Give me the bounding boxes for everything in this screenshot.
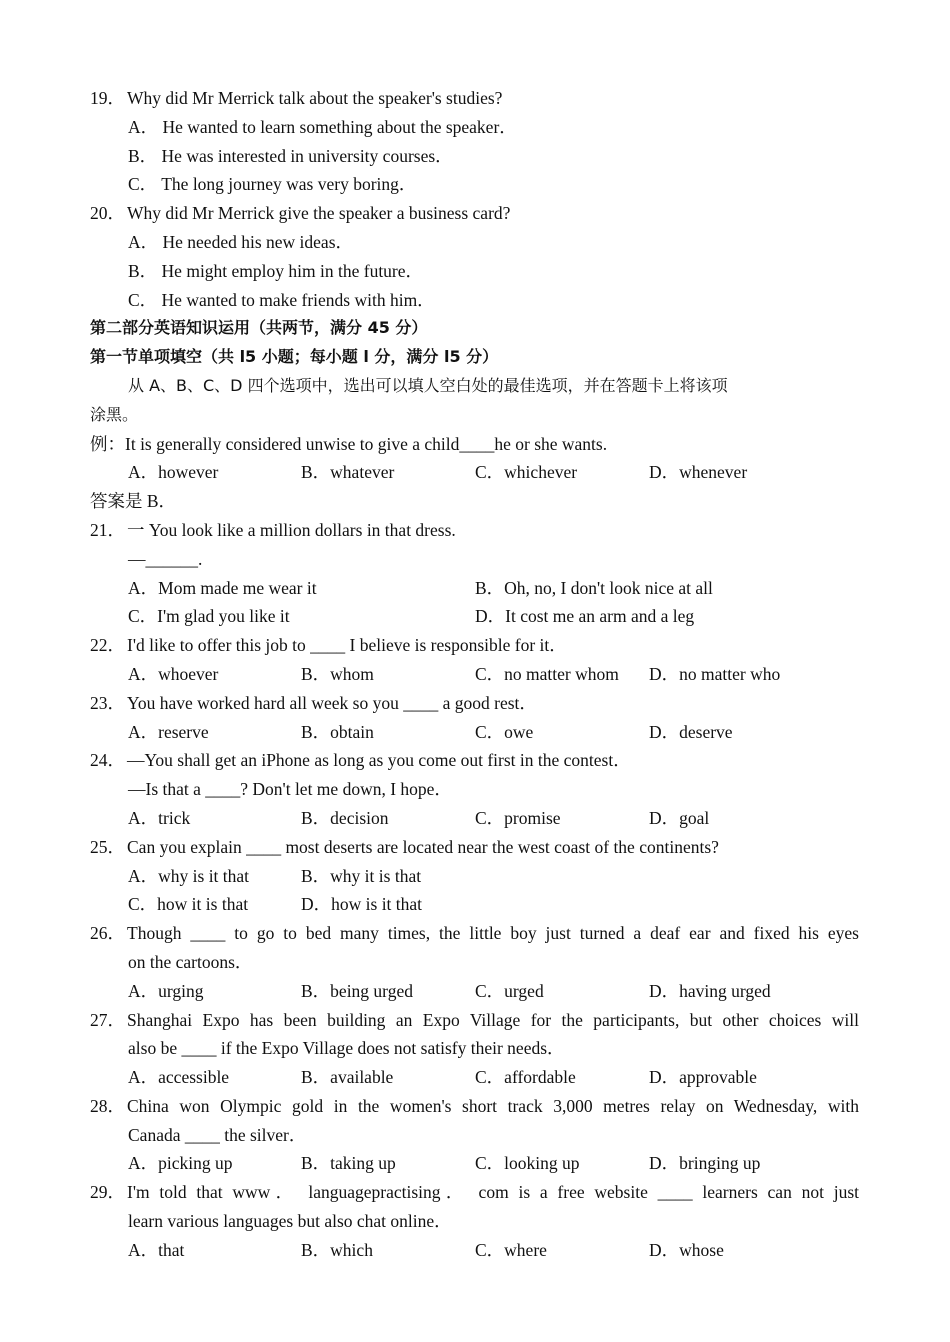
question-text: Can you explain ____ most deserts are located near the west coast of the continents? [127, 836, 719, 857]
text-line: A． He needed his new ideas． [128, 231, 354, 252]
answer-option: B．Oh, no, I don't look nice at all [475, 577, 713, 598]
text-line: 答案是 B． [90, 491, 177, 512]
answer-option: D．whenever [649, 462, 748, 483]
answer-option: A．picking up [128, 1153, 233, 1174]
answer-option: B．taking up [301, 1153, 396, 1174]
answer-option: A．why is it that [128, 865, 250, 886]
text-line: C． The long journey was very boring． [128, 174, 417, 195]
question-text: 一 You look like a million dollars in that dress. [127, 519, 456, 540]
options-row [90, 1149, 860, 1178]
answer-option: B．why it is that [301, 865, 422, 886]
question-text: —You shall get an iPhone as long as you come out first in the contest． [127, 750, 631, 771]
answer-option: D．deserve [649, 721, 733, 742]
section-heading: 第一节单项填空（共 l5 小题；每小题 l 分，满分 l5 分） [90, 347, 499, 367]
question-number: 23． [90, 692, 125, 713]
options-row [90, 977, 860, 1006]
question-number: 24． [90, 750, 125, 771]
text-line: 例：It is generally considered unwise to give a child____he or she wants. [90, 433, 608, 454]
answer-option: A．that [128, 1239, 185, 1260]
answer-option: C．urged [475, 980, 544, 1001]
answer-option: B．available [301, 1067, 394, 1088]
answer-option: C．affordable [475, 1067, 576, 1088]
answer-option: C．how it is that [128, 894, 249, 915]
question-number: 19． [90, 88, 125, 108]
text-line: on the cartoons． [128, 951, 253, 972]
question-number: 27． [90, 1009, 125, 1030]
answer-option: A．whoever [128, 663, 219, 684]
instructions: 从 A、B、C、D 四个选项中，选出可以填人空白处的最佳选项，并在答题卡上将该项 [128, 375, 728, 395]
answer-option: A．however [128, 462, 219, 483]
answer-option: B．obtain [301, 721, 374, 742]
question-stem [90, 84, 860, 113]
question-stem [90, 919, 860, 948]
question-text: You have worked hard all week so you ____ a good rest． [127, 692, 537, 713]
question-text: Shanghai Expo has been building an Expo Village for the participants, but other choices will [127, 1009, 859, 1030]
answer-option: B．whom [301, 663, 374, 684]
answer-option: D．how is it that [301, 894, 423, 915]
question-stem [90, 1092, 860, 1121]
answer-option: A．trick [128, 807, 191, 828]
options-row [90, 804, 860, 833]
question-number: 21． [90, 519, 125, 540]
text-line: Canada ____ the silver． [128, 1124, 307, 1145]
answer-option: B．decision [301, 807, 389, 828]
question-stem [90, 516, 860, 545]
options-row [90, 602, 860, 631]
answer-option: C．I'm glad you like it [128, 606, 290, 627]
question-number: 25． [90, 836, 125, 857]
answer-option: C．where [475, 1239, 547, 1260]
answer-option: D．goal [649, 807, 710, 828]
answer-option: A．reserve [128, 721, 209, 742]
answer-option: D．approvable [649, 1067, 757, 1088]
answer-option: D．having urged [649, 980, 771, 1001]
question-stem [90, 1006, 860, 1035]
text-line: —Is that a ____? Don't let me down, I hope． [128, 779, 452, 800]
answer-option: B．which [301, 1239, 373, 1260]
question-stem [90, 1178, 860, 1207]
question-stem [90, 689, 860, 718]
options-row [90, 718, 860, 747]
question-stem [90, 833, 860, 862]
answer-option: A．Mom made me wear it [128, 577, 317, 598]
answer-option: D．whose [649, 1239, 724, 1260]
question-number: 29． [90, 1182, 125, 1203]
question-text: Why did Mr Merrick give the speaker a business card? [127, 203, 511, 224]
answer-option: D．bringing up [649, 1153, 761, 1174]
text-line: also be ____ if the Expo Village does not satisfy their needs． [128, 1038, 565, 1059]
options-row [90, 458, 860, 487]
question-number: 26． [90, 923, 125, 944]
question-number: 22． [90, 635, 125, 656]
instructions: 涂黑。 [90, 404, 139, 424]
exam-page [90, 84, 860, 1265]
options-row [90, 890, 860, 919]
text-line: learn various languages but also chat online． [128, 1211, 452, 1232]
answer-option: B．whatever [301, 462, 395, 483]
question-text: Though ____ to go to bed many times, the little boy just turned a deaf ear and fixed his eyes [127, 923, 859, 944]
question-stem [90, 199, 860, 228]
question-number: 28． [90, 1095, 125, 1116]
text-line: A． He wanted to learn something about the speaker． [128, 116, 517, 137]
options-row [90, 660, 860, 689]
answer-option: A．accessible [128, 1067, 230, 1088]
section-heading: 第二部分英语知识运用（共两节，满分 45 分） [90, 318, 428, 338]
options-row [90, 1063, 860, 1092]
answer-option: B．being urged [301, 980, 413, 1001]
text-line: B． He might employ him in the future． [128, 260, 424, 281]
text-line: —______. [128, 548, 203, 569]
question-stem [90, 631, 860, 660]
answer-option: A．urging [128, 980, 204, 1001]
text-line: C． He wanted to make friends with him． [128, 289, 435, 310]
text-line: B． He was interested in university courses． [128, 145, 453, 166]
question-text: I'd like to offer this job to ____ I believe is responsible for it． [127, 635, 567, 656]
answer-option: C．looking up [475, 1153, 580, 1174]
answer-option: C．whichever [475, 462, 578, 483]
answer-option: C．no matter whom [475, 663, 619, 684]
question-number: 20． [90, 203, 125, 224]
question-stem [90, 746, 860, 775]
options-row [90, 574, 860, 603]
options-row [90, 1236, 860, 1265]
question-text: China won Olympic gold in the women's short track 3,000 metres relay on Wednesday, with [127, 1095, 859, 1116]
question-text: Why did Mr Merrick talk about the speaker's studies? [127, 88, 503, 108]
answer-option: D．It cost me an arm and a leg [475, 606, 695, 627]
options-row [90, 862, 860, 891]
answer-option: C．owe [475, 721, 534, 742]
answer-option: C．promise [475, 807, 561, 828]
answer-option: D．no matter who [649, 663, 781, 684]
question-text: I'm told that www． languagepractising． com is a free website ____ learners can not just [127, 1182, 859, 1203]
